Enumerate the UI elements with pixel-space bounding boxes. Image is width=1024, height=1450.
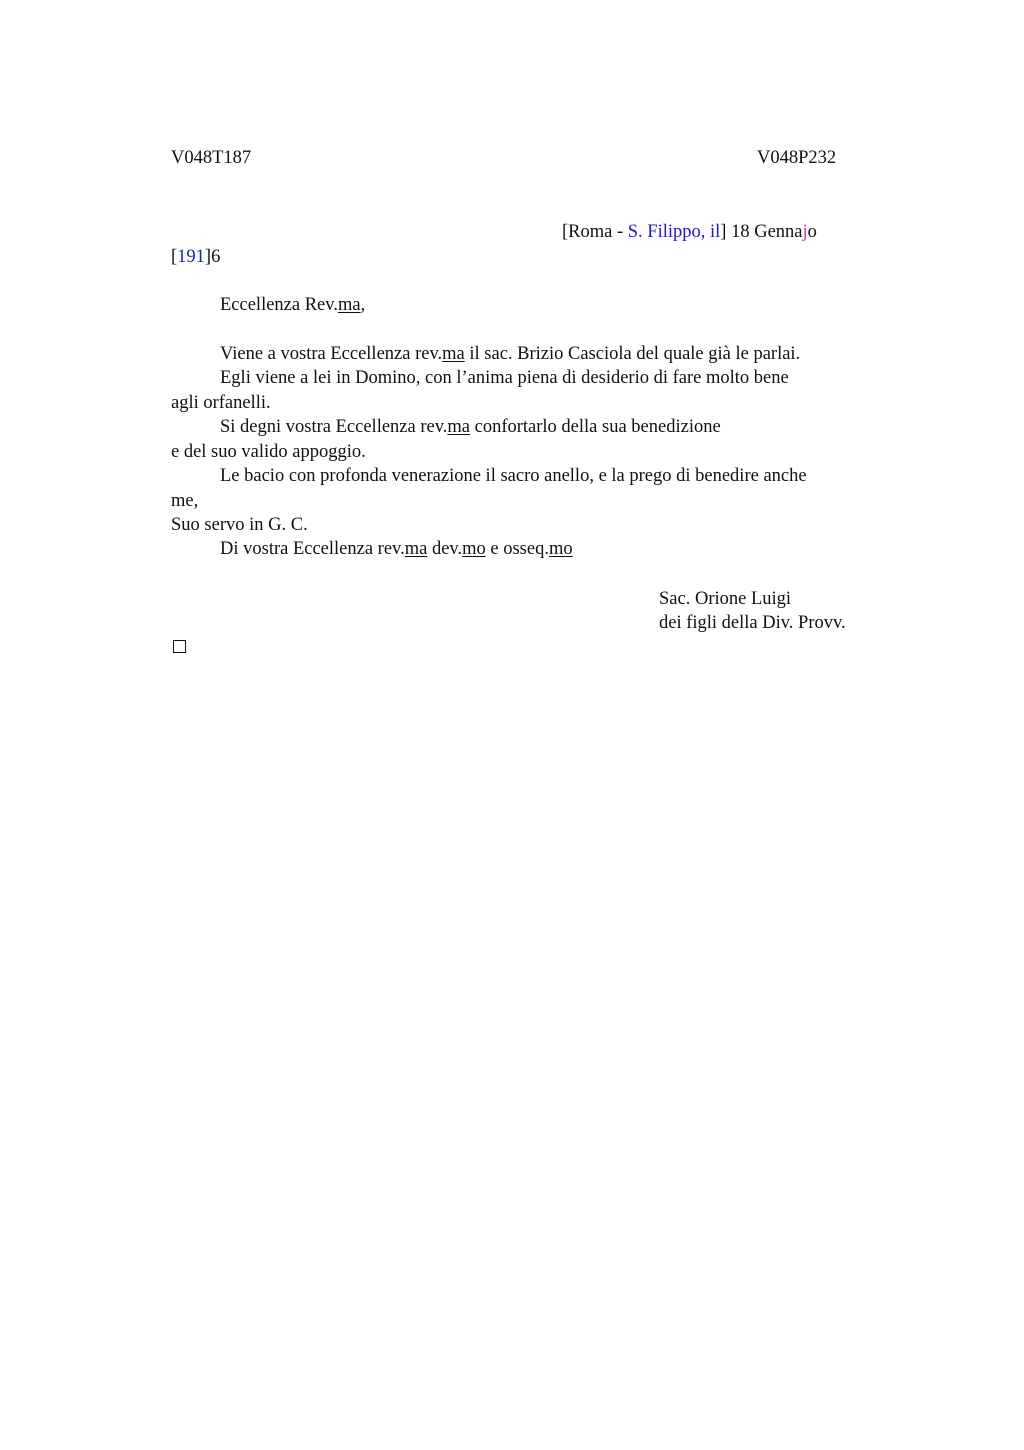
- body-abbr: ma: [447, 417, 470, 437]
- body-paragraph-3-line-1: [171, 415, 721, 439]
- year-close: ]6: [204, 247, 221, 267]
- body-text: Si degni vostra Eccellenza rev.: [220, 417, 448, 437]
- body-abbr: ma: [404, 539, 428, 559]
- body-paragraph-4-line-1: Le bacio con profonda venerazione il sacro anello, e la prego di benedire anche: [220, 466, 807, 486]
- body-text: il sac. Brizio Casciola del quale già le parlai.: [464, 344, 801, 364]
- body-text: Di vostra Eccellenza rev.: [220, 539, 405, 559]
- body-paragraph-5: Suo servo in G. C.: [171, 515, 308, 535]
- year-digits: 191: [177, 247, 205, 267]
- header-left-code: V048T187: [171, 148, 252, 168]
- dateline-date: ] 18 Genna: [720, 222, 803, 242]
- body-text: Viene a vostra Eccellenza rev.: [220, 344, 443, 364]
- signature-name: Sac. Orione Luigi: [659, 589, 792, 609]
- body-text: dev.: [427, 539, 463, 559]
- body-text: confortarlo della sua benedizione: [470, 417, 721, 437]
- body-paragraph-2-line-1: Egli viene a lei in Domino, con l’anima piena di desiderio di fare molto bene: [220, 368, 789, 388]
- dateline-place: S. Filippo, il: [627, 222, 721, 242]
- body-paragraph-1: [171, 342, 800, 366]
- body-abbr: ma: [442, 344, 465, 364]
- body-abbr: mo: [462, 539, 486, 559]
- signature-title: dei figli della Div. Provv.: [659, 613, 846, 633]
- salutation: [171, 293, 365, 317]
- salutation-abbr: ma: [337, 295, 361, 315]
- dateline-letter-o: o: [807, 222, 817, 242]
- salutation-text: Eccellenza Rev.: [220, 295, 338, 315]
- body-paragraph-3-line-2: e del suo valido appoggio.: [171, 442, 366, 462]
- body-abbr: mo: [548, 539, 573, 559]
- body-paragraph-2-line-2: agli orfanelli.: [171, 393, 271, 413]
- dateline-open: [Roma -: [562, 222, 628, 242]
- body-text: e osseq.: [485, 539, 549, 559]
- body-paragraph-6: [171, 537, 573, 561]
- dateline-year: [171, 245, 220, 269]
- year-open: [: [171, 247, 178, 267]
- header-right-code: V048P232: [757, 148, 837, 168]
- dateline: [562, 220, 817, 244]
- body-paragraph-4-line-2: me,: [171, 491, 199, 511]
- end-marker-box: [173, 640, 186, 653]
- dateline-letter-j: j: [802, 222, 808, 242]
- salutation-end: ,: [360, 295, 366, 315]
